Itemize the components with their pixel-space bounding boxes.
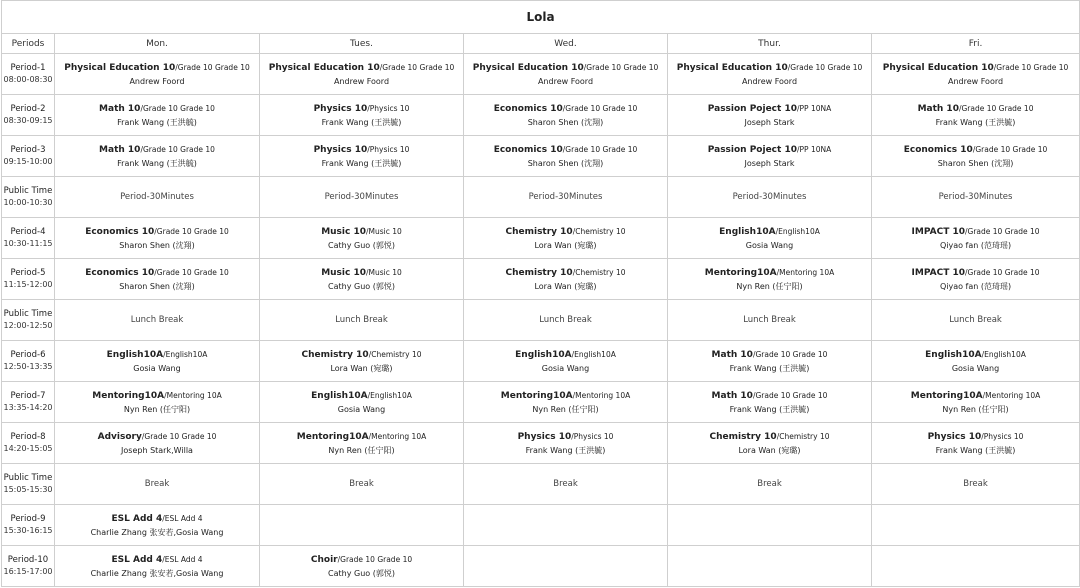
period-time: 13:35-14:20 [3,403,53,412]
lesson-cell[interactable] [260,546,464,587]
teacher-name: Frank Wang (王洪毓) [321,158,402,168]
class-group: /Grade 10 Grade 10 [965,267,1040,277]
subject-name: Physical Education 10 [64,62,176,73]
lesson-cell[interactable] [260,341,464,382]
class-group: /Mentoring 10A [776,267,835,277]
period-time: 12:50-13:35 [3,362,53,371]
class-group: /Physics 10 [367,103,410,113]
teacher-name: Sharon Shen (沈翔) [119,281,195,291]
break-cell: Period-30Minutes [464,177,668,218]
subject-name: ESL Add 4 [111,513,163,524]
lesson-cell[interactable] [55,546,260,587]
teacher-name: Sharon Shen (沈翔) [527,117,604,127]
lesson-cell[interactable] [872,423,1080,464]
period-time: 11:15-12:00 [3,280,53,289]
lesson-cell[interactable] [464,423,668,464]
class-group: /Mentoring 10A [164,390,222,400]
lesson-cell[interactable] [55,54,260,95]
class-group: /Grade 10 Grade 10 [154,267,229,277]
lesson-cell[interactable] [668,136,872,177]
period-cell [2,95,55,136]
teacher-name: Andrew Foord [129,76,185,86]
timetable-body [2,54,1080,587]
teacher-name: Cathy Guo (郭悦) [328,281,395,291]
period-cell [2,54,55,95]
table-row [2,218,1080,259]
lesson-cell[interactable] [55,341,260,382]
subject-name: Physical Education 10 [882,62,994,73]
subject-name: ESL Add 4 [111,554,163,565]
break-cell: Period-30Minutes [55,177,260,218]
lesson-cell[interactable] [464,54,668,95]
lesson-cell[interactable] [872,259,1080,300]
period-cell [2,546,55,587]
teacher-name: Frank Wang (王洪毓) [935,117,1016,127]
class-group: /Grade 10 Grade 10 [175,62,250,72]
break-cell: Period-30Minutes [668,177,872,218]
class-group: /Grade 10 Grade 10 [958,103,1034,113]
class-group: /PP 10NA [796,103,832,113]
period-name: Period-5 [10,268,46,278]
class-group: /Grade 10 Grade 10 [562,144,638,154]
break-cell: Break [55,464,260,505]
class-group: /Grade 10 Grade 10 [337,554,413,564]
period-time: 09:15-10:00 [3,157,53,166]
teacher-name: Gosia Wang [541,363,590,373]
class-group: /Grade 10 Grade 10 [562,103,638,113]
lesson-cell[interactable] [668,423,872,464]
teacher-name: Cathy Guo (郭悦) [328,568,395,578]
table-row [2,54,1080,95]
period-time: 08:00-08:30 [3,75,53,84]
period-name: Period-4 [10,227,46,237]
subject-name: Chemistry 10 [709,431,777,442]
break-cell: Lunch Break [668,300,872,341]
teacher-name: Charlie Zhang 张安若,Gosia Wang [90,568,224,578]
teacher-name: Cathy Guo (郭悦) [328,240,395,250]
period-name: Period-8 [10,432,46,442]
teacher-name: Gosia Wang [745,240,794,250]
teacher-name: Joseph Stark,Willa [121,445,193,455]
teacher-name: Nyn Ren (任宁阳) [942,404,1009,414]
class-group: /Music 10 [366,267,402,277]
teacher-name: Andrew Foord [333,76,390,86]
break-cell: Lunch Break [260,300,464,341]
timetable [1,0,1080,587]
period-name: Period-10 [7,555,49,565]
period-cell [2,423,55,464]
period-name: Period-1 [10,63,46,73]
lesson-cell[interactable] [55,505,260,546]
period-cell [2,259,55,300]
lesson-cell[interactable] [464,218,668,259]
period-cell [2,218,55,259]
break-cell: Break [668,464,872,505]
teacher-name: Sharon Shen (沈翔) [937,158,1014,168]
period-cell [2,136,55,177]
class-group: /Chemistry 10 [368,349,422,359]
period-time: 12:00-12:50 [3,321,53,330]
class-group: /Grade 10 Grade 10 [140,103,215,113]
lesson-cell[interactable] [668,382,872,423]
subject-name: Economics 10 [493,144,563,155]
subject-name: Math 10 [917,103,959,114]
break-cell: Period-30Minutes [260,177,464,218]
period-name: Period-2 [10,104,46,114]
lesson-cell[interactable] [55,423,260,464]
lesson-cell[interactable] [464,259,668,300]
table-row [2,95,1080,136]
teacher-name: Lora Wan (宛璐) [534,240,597,250]
table-row [2,382,1080,423]
teacher-name: Joseph Stark [744,158,795,168]
class-group: /Physics 10 [981,431,1024,441]
lesson-cell[interactable] [668,218,872,259]
empty-cell [668,505,872,546]
subject-name: Economics 10 [493,103,563,114]
class-group: /ESL Add 4 [162,513,203,523]
teacher-name: Lora Wan (宛璐) [534,281,597,291]
class-group: /Music 10 [366,226,402,236]
period-name: Public Time [3,473,53,483]
table-row [2,341,1080,382]
class-group: /English10A [775,226,820,236]
period-time: 16:15-17:00 [3,567,53,576]
teacher-name: Frank Wang (王洪毓) [525,445,606,455]
teacher-name: Nyn Ren (任宁阳) [328,445,395,455]
class-group: /Mentoring 10A [368,431,427,441]
period-time: 14:20-15:05 [3,444,53,453]
lesson-cell[interactable] [55,95,260,136]
class-group: /Grade 10 Grade 10 [154,226,229,236]
empty-cell [464,505,668,546]
teacher-name: Nyn Ren (任宁阳) [123,404,191,414]
class-group: /Grade 10 Grade 10 [787,62,863,72]
teacher-name: Gosia Wang [337,404,386,414]
lesson-cell[interactable] [668,54,872,95]
lesson-cell[interactable] [260,136,464,177]
teacher-name: Frank Wang (王洪毓) [117,117,197,127]
teacher-name: Charlie Zhang 张安若,Gosia Wang [90,527,224,537]
subject-name: Mentoring10A [296,431,369,442]
subject-name: English10A [515,349,572,360]
period-cell [2,300,55,341]
subject-name: IMPACT 10 [911,226,965,237]
subject-name: Math 10 [99,103,141,114]
empty-cell [872,546,1080,587]
class-group: /ESL Add 4 [162,554,203,564]
class-group: /Grade 10 Grade 10 [965,226,1040,236]
class-group: /Grade 10 Grade 10 [379,62,455,72]
header-thu: Thur. [668,34,872,54]
class-group: /Physics 10 [571,431,614,441]
period-cell [2,464,55,505]
lesson-cell[interactable] [260,95,464,136]
empty-cell [464,546,668,587]
class-group: /Chemistry 10 [776,431,830,441]
subject-name: Music 10 [321,226,366,237]
teacher-name: Frank Wang (王洪毓) [729,363,810,373]
subject-name: Physical Education 10 [676,62,788,73]
teacher-name: Andrew Foord [947,76,1004,86]
teacher-name: Sharon Shen (沈翔) [119,240,195,250]
period-name: Period-9 [10,514,46,524]
teacher-name: Nyn Ren (任宁阳) [532,404,599,414]
teacher-name: Frank Wang (王洪毓) [117,158,197,168]
period-name: Public Time [3,186,53,196]
teacher-name: Joseph Stark [744,117,795,127]
subject-name: Mentoring10A [500,390,573,401]
teacher-name: Qiyao fan (范琦瑶) [939,240,1012,250]
break-cell: Lunch Break [464,300,668,341]
period-time: 08:30-09:15 [3,116,53,125]
header-wed: Wed. [464,34,668,54]
teacher-name: Frank Wang (王洪毓) [935,445,1016,455]
subject-name: Economics 10 [85,226,155,237]
table-row [2,546,1080,587]
lesson-cell[interactable] [260,218,464,259]
class-group: /Grade 10 Grade 10 [583,62,659,72]
teacher-name: Qiyao fan (范琦瑶) [939,281,1012,291]
lesson-cell[interactable] [668,259,872,300]
subject-name: English10A [106,349,164,360]
class-group: /Chemistry 10 [572,267,626,277]
period-cell [2,341,55,382]
class-group: /Grade 10 Grade 10 [140,144,215,154]
lesson-cell[interactable] [872,54,1080,95]
table-row [2,464,1080,505]
timetable-title: Lola [2,1,1080,34]
subject-name: Math 10 [711,349,753,360]
table-row [2,177,1080,218]
break-cell: Break [260,464,464,505]
subject-name: Mentoring10A [704,267,777,278]
empty-cell [872,505,1080,546]
subject-name: Math 10 [711,390,753,401]
class-group: /Grade 10 Grade 10 [752,390,828,400]
class-group: /PP 10NA [796,144,832,154]
teacher-name: Lora Wan (宛璐) [738,445,801,455]
class-group: /Grade 10 Grade 10 [141,431,217,441]
table-row [2,423,1080,464]
subject-name: IMPACT 10 [911,267,965,278]
lesson-cell[interactable] [260,382,464,423]
lesson-cell[interactable] [464,136,668,177]
period-name: Public Time [3,309,53,319]
subject-name: Music 10 [321,267,366,278]
lesson-cell[interactable] [260,54,464,95]
subject-name: Chemistry 10 [301,349,369,360]
teacher-name: Andrew Foord [741,76,798,86]
teacher-name: Nyn Ren (任宁阳) [736,281,803,291]
break-cell: Lunch Break [872,300,1080,341]
header-fri: Fri. [872,34,1080,54]
class-group: /Mentoring 10A [982,390,1041,400]
class-group: /Chemistry 10 [572,226,626,236]
lesson-cell[interactable] [872,95,1080,136]
subject-name: Chemistry 10 [505,226,573,237]
subject-name: Math 10 [99,144,141,155]
period-cell [2,505,55,546]
period-name: Period-7 [10,391,46,401]
class-group: /Mentoring 10A [572,390,631,400]
class-group: /Grade 10 Grade 10 [993,62,1069,72]
subject-name: Advisory [97,431,142,442]
empty-cell [260,505,464,546]
break-cell: Lunch Break [55,300,260,341]
lesson-cell[interactable] [260,259,464,300]
period-time: 10:30-11:15 [3,239,53,248]
subject-name: English10A [925,349,982,360]
period-time: 15:05-15:30 [3,485,53,494]
period-name: Period-3 [10,145,46,155]
subject-name: Mentoring10A [910,390,983,401]
subject-name: Economics 10 [85,267,155,278]
subject-name: Physics 10 [313,103,368,114]
lesson-cell[interactable] [260,423,464,464]
subject-name: Mentoring10A [92,390,165,401]
class-group: /English10A [571,349,616,359]
teacher-name: Frank Wang (王洪毓) [321,117,402,127]
subject-name: Choir [310,554,338,565]
break-cell: Period-30Minutes [872,177,1080,218]
table-row [2,300,1080,341]
subject-name: Physics 10 [313,144,368,155]
class-group: /English10A [163,349,208,359]
class-group: /Grade 10 Grade 10 [752,349,828,359]
break-cell: Break [464,464,668,505]
lesson-cell[interactable] [464,95,668,136]
break-cell: Break [872,464,1080,505]
lesson-cell[interactable] [668,341,872,382]
table-row [2,259,1080,300]
teacher-name: Andrew Foord [537,76,594,86]
teacher-name: Lora Wan (宛璐) [330,363,393,373]
teacher-name: Gosia Wang [133,363,181,373]
teacher-name: Sharon Shen (沈翔) [527,158,604,168]
period-time: 15:30-16:15 [3,526,53,535]
subject-name: Passion Poject 10 [707,144,797,155]
lesson-cell[interactable] [55,218,260,259]
class-group: /Grade 10 Grade 10 [972,144,1048,154]
table-row [2,136,1080,177]
lesson-cell[interactable] [464,341,668,382]
header-row [2,34,1080,54]
subject-name: Physics 10 [927,431,982,442]
empty-cell [668,546,872,587]
class-group: /Physics 10 [367,144,410,154]
subject-name: English10A [311,390,368,401]
lesson-cell[interactable] [668,95,872,136]
lesson-cell[interactable] [872,218,1080,259]
lesson-cell[interactable] [55,259,260,300]
teacher-name: Frank Wang (王洪毓) [729,404,810,414]
subject-name: Physical Education 10 [472,62,584,73]
period-name: Period-6 [10,350,46,360]
subject-name: Physics 10 [517,431,572,442]
subject-name: Economics 10 [903,144,973,155]
table-row [2,505,1080,546]
teacher-name: Gosia Wang [951,363,1000,373]
lesson-cell[interactable] [872,382,1080,423]
header-tue: Tues. [260,34,464,54]
lesson-cell[interactable] [55,136,260,177]
period-cell [2,177,55,218]
header-periods: Periods [2,34,55,54]
subject-name: Chemistry 10 [505,267,573,278]
header-mon: Mon. [55,34,260,54]
lesson-cell[interactable] [872,341,1080,382]
lesson-cell[interactable] [464,382,668,423]
subject-name: Passion Poject 10 [707,103,797,114]
lesson-cell[interactable] [872,136,1080,177]
period-time: 10:00-10:30 [3,198,53,207]
class-group: /English10A [367,390,412,400]
class-group: /English10A [981,349,1026,359]
period-cell [2,382,55,423]
lesson-cell[interactable] [55,382,260,423]
subject-name: Physical Education 10 [268,62,380,73]
subject-name: English10A [719,226,776,237]
